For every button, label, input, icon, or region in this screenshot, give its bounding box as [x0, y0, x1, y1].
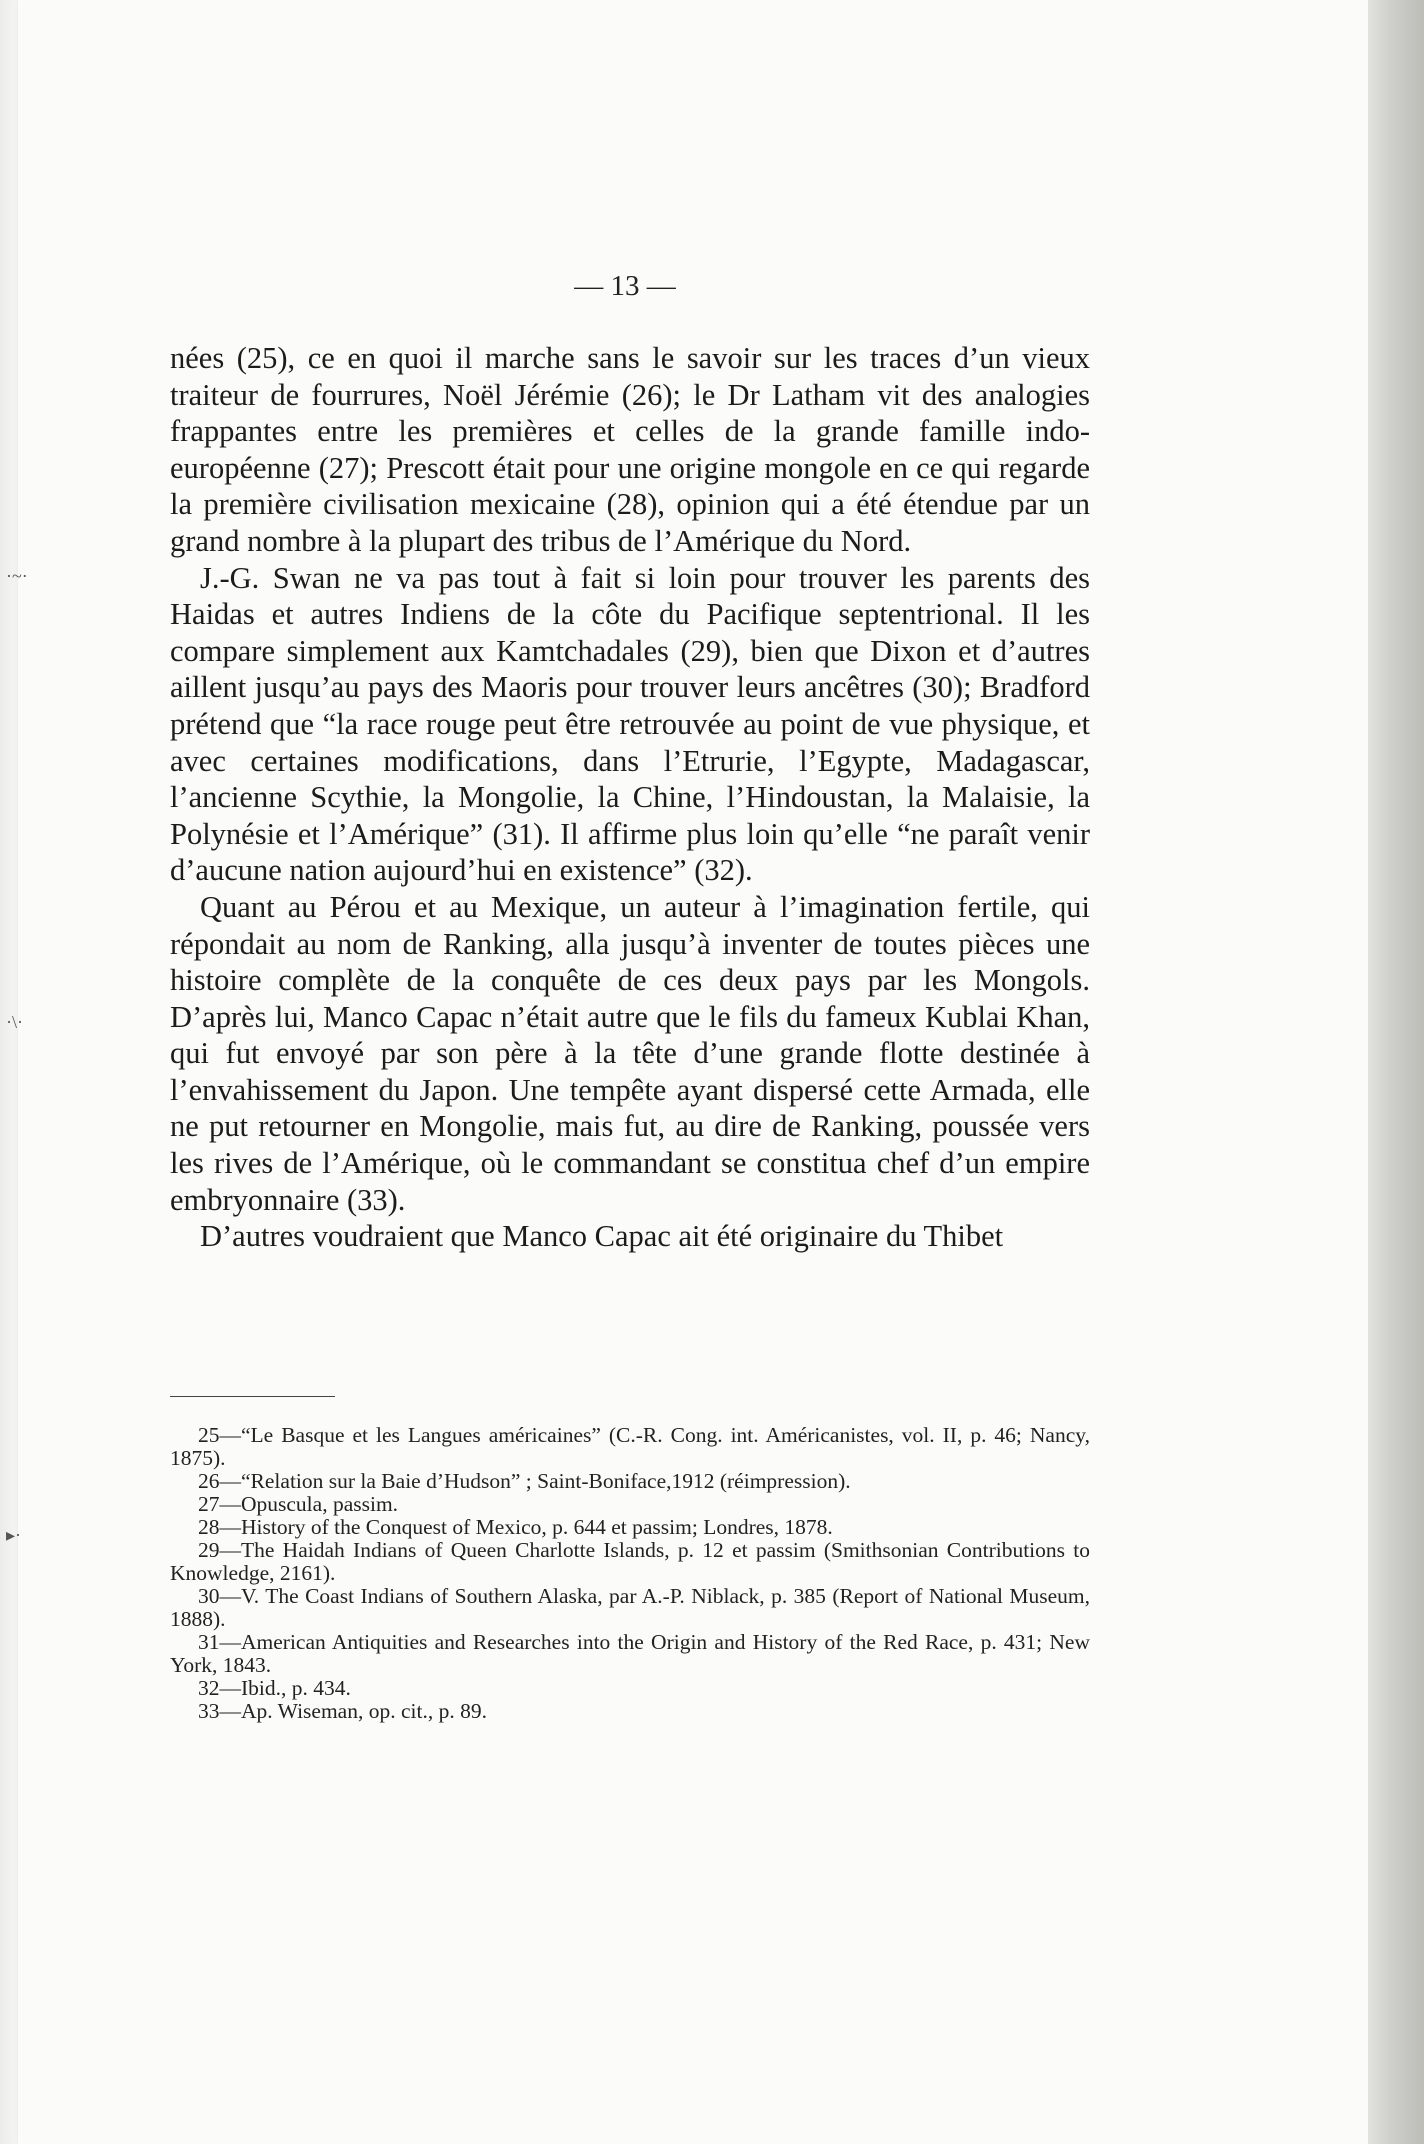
footnote: 27—Opuscula, passim. — [198, 1492, 399, 1516]
body-text — [170, 340, 1090, 1255]
footnote: 26—“Relation sur la Baie d’Hudson” ; Saint-Boniface,1912 (réimpression). — [198, 1469, 851, 1493]
margin-scan-mark: ▸· — [6, 1525, 22, 1545]
footnote: 33—Ap. Wiseman, op. cit., p. 89. — [198, 1699, 487, 1723]
page-left-margin — [0, 0, 18, 2144]
paragraph: J.-G. Swan ne va pas tout à fait si loin pour trouver les parents des Haidas et autres Indiens de la côte du Pacifique septentrional. Il les compare simplement aux Kamtchadales (29), bien que Dixon et d’autres aillent jusqu’au pays des Maoris pour trouver leurs ancêtres (30); Bradford prétend que “la race rouge peut être retrouvée au point de vue physique, et avec certaines modifications, dans l’Etrurie, l’Egypte, Madagascar, l’ancienne Scythie, la Mongolie, la Chine, l’Hindoustan, la Malaisie, la Polynésie et l’Amérique” (31). Il affirme plus loin qu’elle “ne paraît venir d’aucune nation aujourd’hui en existence” (32). — [170, 560, 1090, 888]
footnote: 32—Ibid., p. 434. — [198, 1676, 351, 1700]
footnote-divider — [170, 1396, 335, 1397]
page-number: — 13 — — [574, 270, 676, 302]
page-stack-edge — [1368, 0, 1424, 2144]
paragraph: nées (25), ce en quoi il marche sans le savoir sur les traces d’un vieux traiteur de fourrures, Noël Jérémie (26); le Dr Latham vit des analogies frappantes entre les premières et celles de la grande famille indo-européenne (27); Prescott était pour une origine mongole en ce qui regarde la première civilisation mexicaine (28), opinion qui a été étendue par un grand nombre à la plupart des tribus de l’Amérique du Nord. — [170, 341, 1090, 558]
footnotes — [170, 1424, 1090, 1723]
footnote: 31—American Antiquities and Researches into the Origin and History of the Red Race, p. 431; New York, 1843. — [170, 1630, 1090, 1677]
footnote: 25—“Le Basque et les Langues américaines” (C.-R. Cong. int. Américanistes, vol. II, p. 46; Nancy, 1875). — [170, 1423, 1090, 1470]
footnote: 28—History of the Conquest of Mexico, p. 644 et passim; Londres, 1878. — [198, 1515, 833, 1539]
footnote: 30—V. The Coast Indians of Southern Alaska, par A.-P. Niblack, p. 385 (Report of National Museum, 1888). — [170, 1584, 1090, 1631]
paragraph: D’autres voudraient que Manco Capac ait été originaire du Thibet — [200, 1219, 1004, 1254]
footnote: 29—The Haidah Indians of Queen Charlotte Islands, p. 12 et passim (Smithsonian Contributions to Knowledge, 2161). — [170, 1538, 1090, 1585]
paragraph: Quant au Pérou et au Mexique, un auteur à l’imagination fertile, qui répondait au nom de Ranking, alla jusqu’à inventer de toutes pièces une histoire complète de la conquête de ces deux pays par les Mongols. D’après lui, Manco Capac n’était autre que le fils du fameux Kublai Khan, qui fut envoyé par son père à la tête d’une grande flotte destinée à l’envahissement du Japon. Une tempête ayant dispersé cette Armada, elle ne put retourner en Mongolie, mais fut, au dire de Ranking, poussée vers les rives de l’Amérique, où le commandant se constitua chef d’un empire embryonnaire (33). — [170, 889, 1090, 1217]
margin-scan-mark: ·~· — [6, 566, 28, 586]
margin-scan-mark: ·\· — [6, 1012, 23, 1032]
